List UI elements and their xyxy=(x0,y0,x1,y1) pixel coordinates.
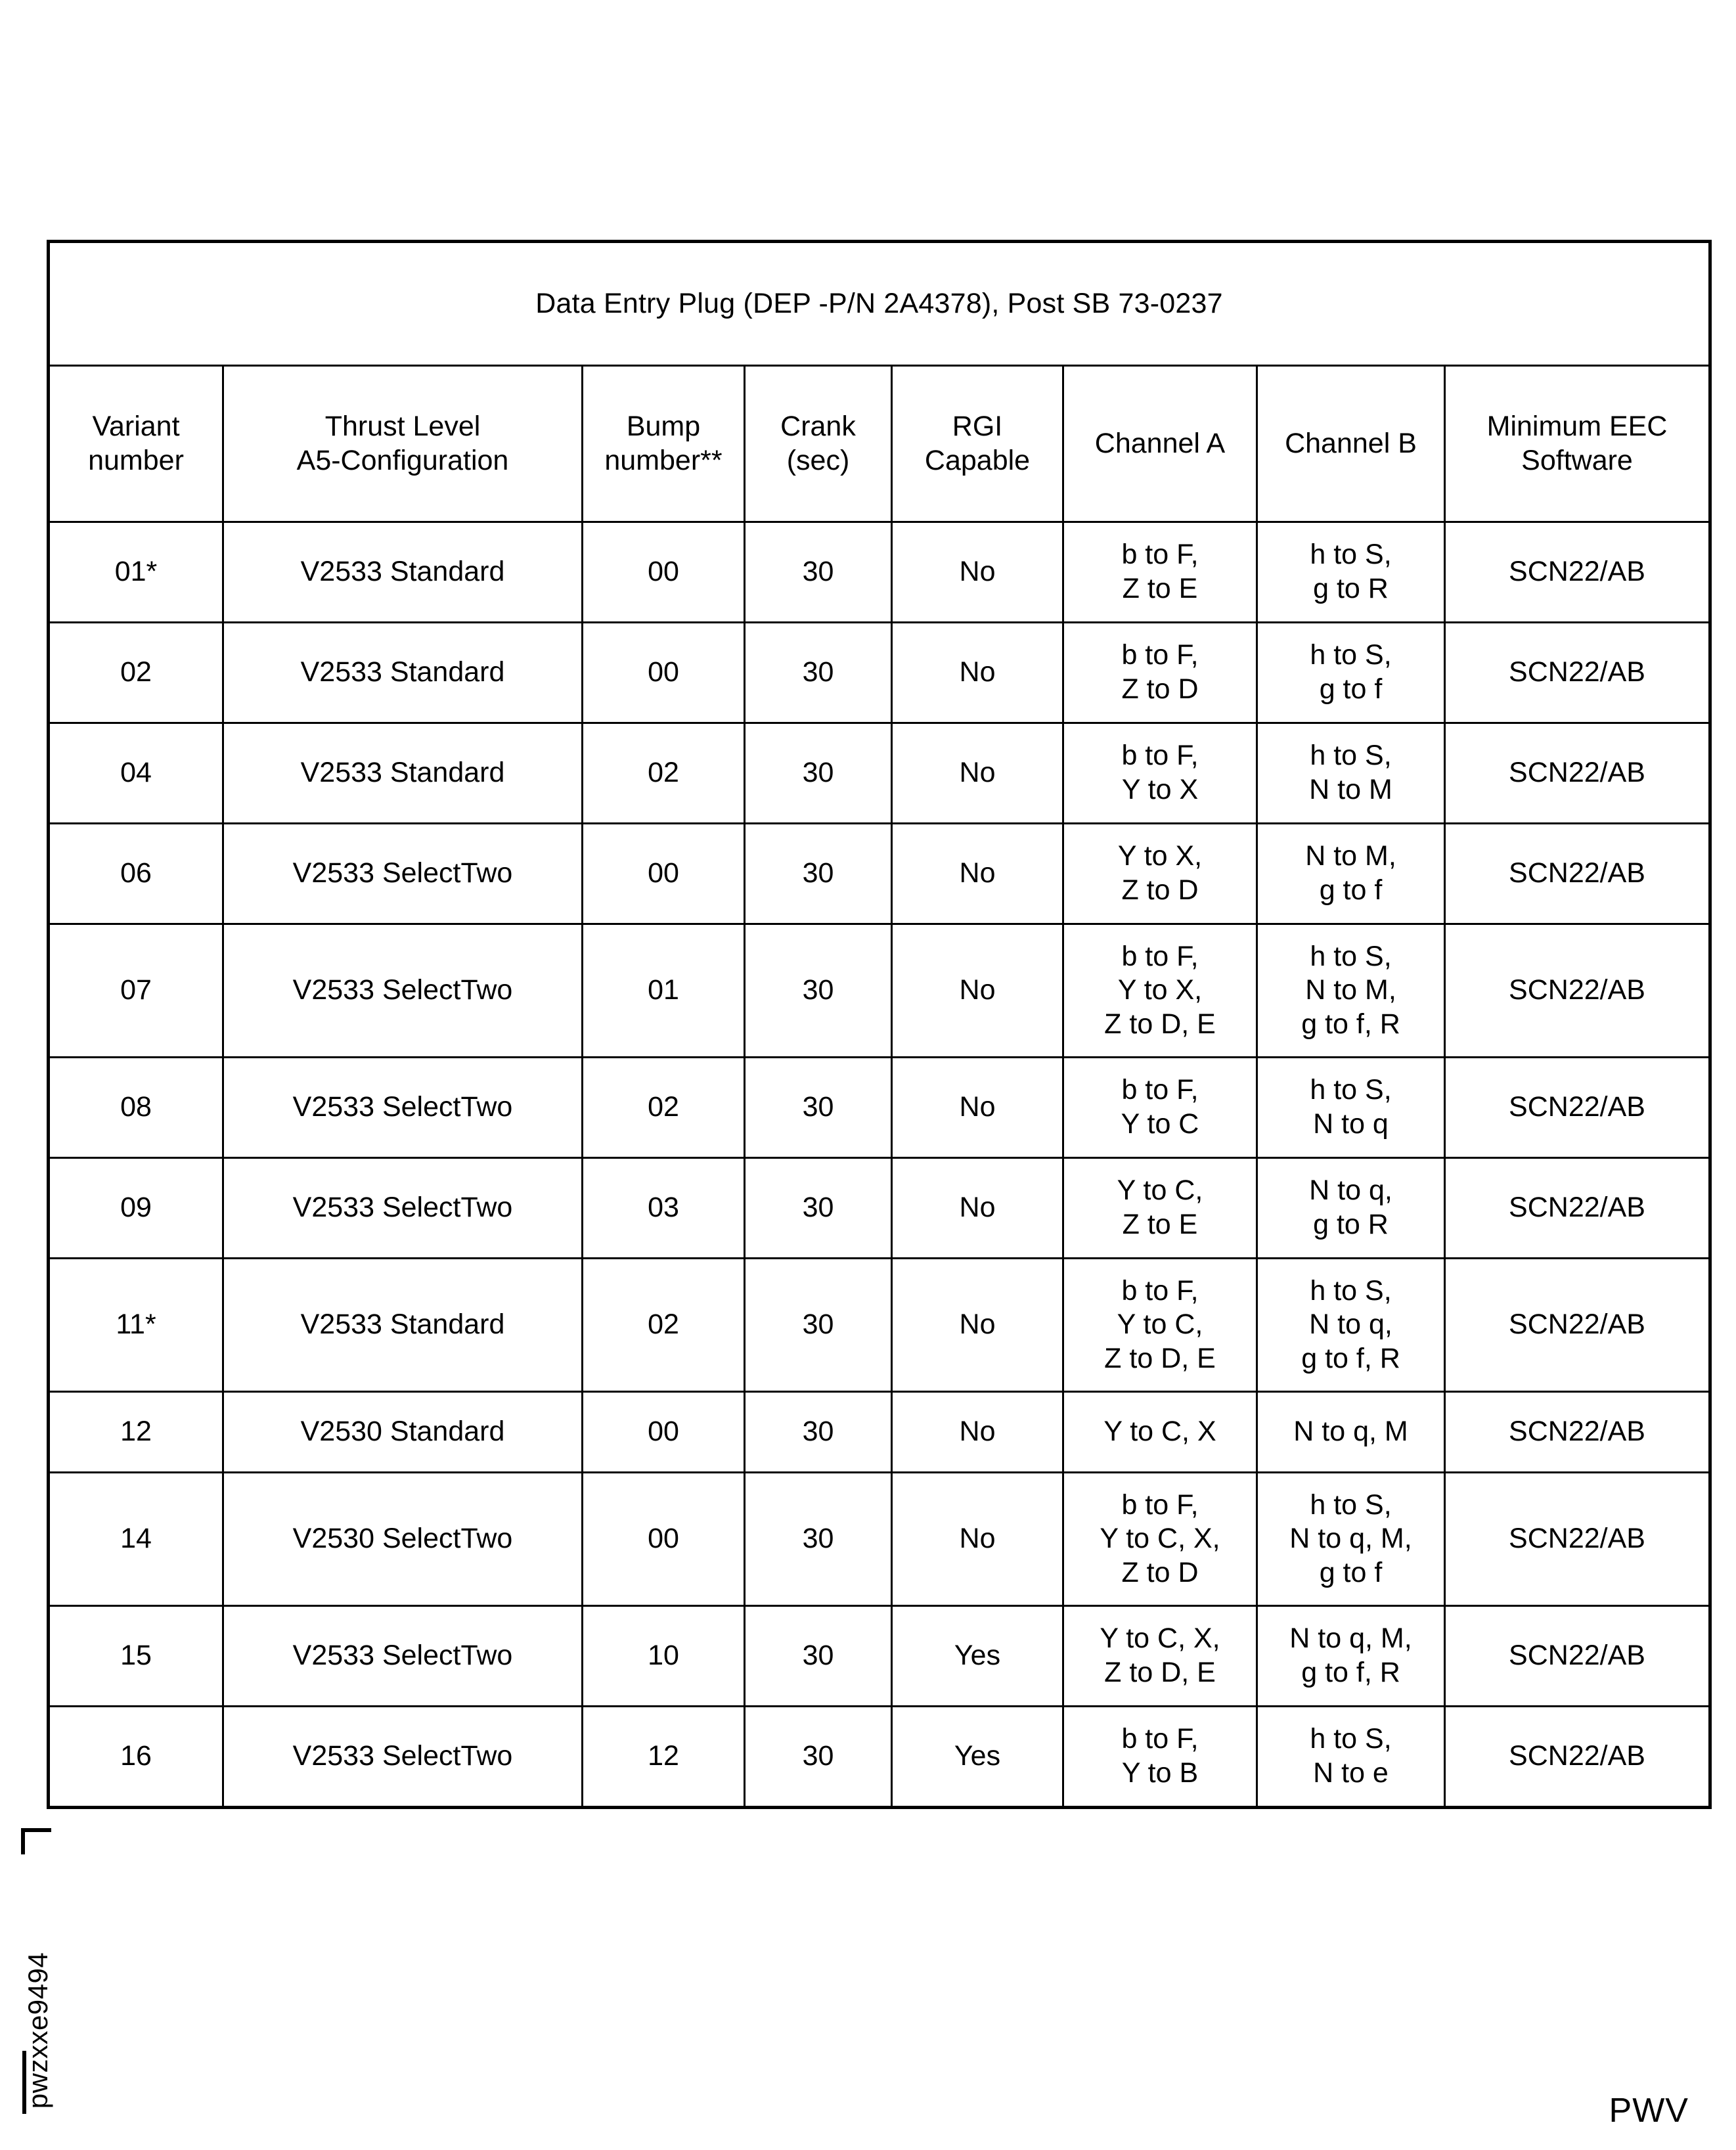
cell-channel-a-line: Z to D xyxy=(1121,874,1199,906)
dep-variant-table xyxy=(47,240,1712,1809)
column-header-line: Minimum EEC xyxy=(1486,410,1668,442)
table-body xyxy=(49,242,1710,1808)
cell-channel-a-line: b to F, xyxy=(1121,639,1199,671)
cell-channel-b-line: g to R xyxy=(1313,1209,1389,1240)
cell-channel-a-line: Y to X, xyxy=(1117,840,1203,872)
cell-minimum-eec-software: SCN22/AB xyxy=(1445,924,1710,1058)
cell-channel-b xyxy=(1257,824,1445,924)
cell-channel-a-line: Y to C, xyxy=(1117,1175,1203,1207)
cell-minimum-eec-software: SCN22/AB xyxy=(1445,1158,1710,1259)
cell-channel-a-line: Y to B xyxy=(1121,1757,1199,1789)
cell-channel-a xyxy=(1063,1158,1257,1259)
column-header-line: Thrust Level xyxy=(324,410,481,442)
cell-channel-a xyxy=(1063,1058,1257,1158)
cell-crank-seconds: 30 xyxy=(745,723,892,824)
cell-rgi-capable: No xyxy=(892,1058,1063,1158)
column-header-line: Bump xyxy=(626,410,701,442)
cell-channel-a-line: Z to E xyxy=(1122,1209,1198,1240)
column-header-line: Channel A xyxy=(1094,427,1226,459)
table-row xyxy=(49,1606,1710,1707)
table-row xyxy=(49,1158,1710,1259)
cell-bump-number: 02 xyxy=(583,1058,745,1158)
cell-channel-a-line: Y to C, X, xyxy=(1100,1623,1220,1655)
cell-thrust-level: V2533 Standard xyxy=(223,723,583,824)
cell-channel-a-line: b to F, xyxy=(1121,740,1199,772)
cell-rgi-capable: Yes xyxy=(892,1606,1063,1707)
cell-minimum-eec-software: SCN22/AB xyxy=(1445,723,1710,824)
cell-channel-a-line: Z to D, E xyxy=(1104,1657,1216,1688)
column-header xyxy=(1445,366,1710,522)
cell-thrust-level: V2533 SelectTwo xyxy=(223,924,583,1058)
cell-variant-number: 14 xyxy=(49,1473,223,1606)
column-header xyxy=(892,366,1063,522)
cell-channel-b-line: h to S, xyxy=(1310,1489,1392,1521)
cell-channel-b xyxy=(1257,723,1445,824)
table-row xyxy=(49,1259,1710,1392)
cell-channel-a-line: Z to D xyxy=(1121,673,1199,705)
cell-channel-a-line: Y to C, X xyxy=(1103,1416,1216,1448)
cell-crank-seconds: 30 xyxy=(745,1392,892,1473)
column-header-line: Capable xyxy=(924,444,1031,476)
cell-channel-a xyxy=(1063,522,1257,623)
cell-minimum-eec-software: SCN22/AB xyxy=(1445,1259,1710,1392)
cell-channel-b-line: g to R xyxy=(1313,573,1389,604)
column-header-line: number** xyxy=(604,444,723,476)
table-row xyxy=(49,522,1710,623)
cell-thrust-level: V2533 SelectTwo xyxy=(223,1707,583,1808)
cell-channel-b-line: g to f, R xyxy=(1301,1657,1400,1688)
cell-minimum-eec-software: SCN22/AB xyxy=(1445,623,1710,723)
cell-rgi-capable: Yes xyxy=(892,1707,1063,1808)
column-header-line: number xyxy=(88,444,184,476)
cell-bump-number: 00 xyxy=(583,522,745,623)
cell-channel-a-line: b to F, xyxy=(1121,1074,1199,1106)
cell-thrust-level: V2533 Standard xyxy=(223,522,583,623)
cell-channel-b-line: h to S, xyxy=(1310,1274,1392,1307)
cell-channel-a-line: b to F, xyxy=(1121,1489,1199,1521)
cell-variant-number: 11* xyxy=(49,1259,223,1392)
cell-rgi-capable: No xyxy=(892,1473,1063,1606)
cell-channel-a-line: Z to D xyxy=(1121,1556,1199,1588)
cell-channel-a-line: Y to X, xyxy=(1117,974,1203,1006)
cell-channel-a xyxy=(1063,1707,1257,1808)
cell-variant-number: 06 xyxy=(49,824,223,924)
cell-channel-a-line: b to F, xyxy=(1121,539,1199,571)
cell-channel-a-line: Z to E xyxy=(1122,573,1198,604)
cell-channel-b-line: g to f xyxy=(1319,1556,1383,1588)
cell-channel-a-line: Y to X xyxy=(1121,774,1199,805)
cell-channel-b xyxy=(1257,1158,1445,1259)
column-header-line: Channel B xyxy=(1285,427,1417,459)
cell-channel-a-line: b to F, xyxy=(1121,1274,1199,1307)
cell-minimum-eec-software: SCN22/AB xyxy=(1445,1606,1710,1707)
cell-channel-b-line: N to M xyxy=(1309,774,1392,805)
table-row xyxy=(49,623,1710,723)
cell-channel-b xyxy=(1257,623,1445,723)
cell-channel-b-line: g to f xyxy=(1319,874,1383,906)
cell-rgi-capable: No xyxy=(892,522,1063,623)
cell-channel-b-line: N to q, xyxy=(1309,1309,1392,1341)
cell-thrust-level: V2533 Standard xyxy=(223,1259,583,1392)
cell-channel-b xyxy=(1257,1707,1445,1808)
cell-channel-b-line: N to M, xyxy=(1305,974,1396,1006)
cell-thrust-level: V2533 Standard xyxy=(223,623,583,723)
cell-bump-number: 02 xyxy=(583,723,745,824)
cell-crank-seconds: 30 xyxy=(745,522,892,623)
table-row xyxy=(49,1058,1710,1158)
cell-channel-b-line: N to q, M xyxy=(1293,1416,1408,1448)
side-watermark-text: pwzxxe9494 xyxy=(22,1952,53,2109)
column-header xyxy=(1063,366,1257,522)
cell-minimum-eec-software: SCN22/AB xyxy=(1445,1473,1710,1606)
cell-channel-a-line: Z to D, E xyxy=(1104,1008,1216,1040)
column-header-line: (sec) xyxy=(786,444,850,476)
table-row xyxy=(49,723,1710,824)
column-header-line: RGI xyxy=(952,410,1003,442)
cell-channel-b xyxy=(1257,1058,1445,1158)
table-row xyxy=(49,1473,1710,1606)
table-title-row xyxy=(49,242,1710,366)
table-row xyxy=(49,824,1710,924)
cell-channel-b xyxy=(1257,924,1445,1058)
column-header xyxy=(49,366,223,522)
column-header xyxy=(745,366,892,522)
column-header-line: A5-Configuration xyxy=(296,444,509,476)
cell-channel-b xyxy=(1257,1473,1445,1606)
cell-channel-a-line: Y to C, X, xyxy=(1100,1523,1220,1555)
table-row xyxy=(49,1707,1710,1808)
cell-bump-number: 00 xyxy=(583,1392,745,1473)
cell-bump-number: 01 xyxy=(583,924,745,1058)
cell-channel-a-line: Z to D, E xyxy=(1104,1342,1216,1374)
cell-channel-b xyxy=(1257,522,1445,623)
column-header xyxy=(223,366,583,522)
cell-rgi-capable: No xyxy=(892,1259,1063,1392)
dep-variant-table-container xyxy=(47,240,1708,1809)
corner-brand-mark: PWV xyxy=(1609,2092,1689,2130)
cell-channel-a xyxy=(1063,824,1257,924)
cell-bump-number: 00 xyxy=(583,1473,745,1606)
cell-channel-b-line: h to S, xyxy=(1310,1723,1392,1755)
cell-channel-b xyxy=(1257,1606,1445,1707)
cell-bump-number: 10 xyxy=(583,1606,745,1707)
cell-channel-b-line: g to f, R xyxy=(1301,1008,1400,1040)
cell-rgi-capable: No xyxy=(892,924,1063,1058)
cell-crank-seconds: 30 xyxy=(745,1707,892,1808)
cell-bump-number: 02 xyxy=(583,1259,745,1392)
cell-variant-number: 16 xyxy=(49,1707,223,1808)
side-watermark xyxy=(18,1921,58,2138)
cell-thrust-level: V2533 SelectTwo xyxy=(223,1606,583,1707)
cell-crank-seconds: 30 xyxy=(745,1259,892,1392)
cell-bump-number: 03 xyxy=(583,1158,745,1259)
cell-channel-b-line: h to S, xyxy=(1310,539,1392,571)
cell-channel-a xyxy=(1063,924,1257,1058)
cell-channel-b-line: h to S, xyxy=(1310,940,1392,972)
cell-channel-a-line: b to F, xyxy=(1121,1723,1199,1755)
column-header xyxy=(1257,366,1445,522)
cell-variant-number: 04 xyxy=(49,723,223,824)
cell-variant-number: 01* xyxy=(49,522,223,623)
column-header-line: Variant xyxy=(92,410,180,442)
cell-channel-b-line: N to e xyxy=(1313,1757,1389,1789)
cell-rgi-capable: No xyxy=(892,623,1063,723)
cell-channel-b-line: h to S, xyxy=(1310,1074,1392,1106)
cell-channel-a-line: Y to C xyxy=(1121,1108,1199,1140)
cell-channel-b xyxy=(1257,1392,1445,1473)
cell-variant-number: 02 xyxy=(49,623,223,723)
cell-crank-seconds: 30 xyxy=(745,824,892,924)
cell-thrust-level: V2530 SelectTwo xyxy=(223,1473,583,1606)
cell-thrust-level: V2533 SelectTwo xyxy=(223,824,583,924)
cell-channel-b-line: N to q, xyxy=(1309,1175,1392,1207)
cell-minimum-eec-software: SCN22/AB xyxy=(1445,1707,1710,1808)
cell-variant-number: 08 xyxy=(49,1058,223,1158)
cell-minimum-eec-software: SCN22/AB xyxy=(1445,1058,1710,1158)
cell-variant-number: 12 xyxy=(49,1392,223,1473)
cell-thrust-level: V2533 SelectTwo xyxy=(223,1158,583,1259)
cell-minimum-eec-software: SCN22/AB xyxy=(1445,1392,1710,1473)
cell-channel-b-line: N to q, M, xyxy=(1289,1623,1412,1655)
table-row xyxy=(49,924,1710,1058)
cell-bump-number: 00 xyxy=(583,623,745,723)
cell-channel-a xyxy=(1063,723,1257,824)
cell-minimum-eec-software: SCN22/AB xyxy=(1445,824,1710,924)
column-header-line: Software xyxy=(1521,444,1633,476)
cell-bump-number: 12 xyxy=(583,1707,745,1808)
cell-thrust-level: V2530 Standard xyxy=(223,1392,583,1473)
cell-crank-seconds: 30 xyxy=(745,924,892,1058)
column-header xyxy=(583,366,745,522)
cell-crank-seconds: 30 xyxy=(745,1158,892,1259)
cell-thrust-level: V2533 SelectTwo xyxy=(223,1058,583,1158)
cell-channel-a xyxy=(1063,1392,1257,1473)
cell-crank-seconds: 30 xyxy=(745,1473,892,1606)
cell-channel-a xyxy=(1063,1259,1257,1392)
cell-rgi-capable: No xyxy=(892,824,1063,924)
cell-variant-number: 15 xyxy=(49,1606,223,1707)
cell-channel-a xyxy=(1063,1473,1257,1606)
cell-rgi-capable: No xyxy=(892,1392,1063,1473)
cell-crank-seconds: 30 xyxy=(745,1606,892,1707)
crop-corner-bracket-icon xyxy=(21,1828,51,1854)
cell-minimum-eec-software: SCN22/AB xyxy=(1445,522,1710,623)
cell-crank-seconds: 30 xyxy=(745,1058,892,1158)
cell-channel-b-line: N to q, M, xyxy=(1289,1523,1412,1555)
cell-rgi-capable: No xyxy=(892,723,1063,824)
cell-channel-b xyxy=(1257,1259,1445,1392)
cell-channel-a-line: b to F, xyxy=(1121,940,1199,972)
cell-variant-number: 09 xyxy=(49,1158,223,1259)
cell-channel-b-line: g to f xyxy=(1319,673,1383,705)
table-title: Data Entry Plug (DEP -P/N 2A4378), Post SB 73-0237 xyxy=(49,242,1710,366)
cell-crank-seconds: 30 xyxy=(745,623,892,723)
table-row xyxy=(49,1392,1710,1473)
cell-channel-b-line: h to S, xyxy=(1310,639,1392,671)
cell-channel-b-line: N to q xyxy=(1313,1108,1389,1140)
cell-channel-b-line: N to M, xyxy=(1305,840,1396,872)
cell-variant-number: 07 xyxy=(49,924,223,1058)
cell-channel-b-line: h to S, xyxy=(1310,740,1392,772)
cell-rgi-capable: No xyxy=(892,1158,1063,1259)
cell-channel-a xyxy=(1063,1606,1257,1707)
cell-channel-b-line: g to f, R xyxy=(1301,1342,1400,1374)
cell-bump-number: 00 xyxy=(583,824,745,924)
cell-channel-a-line: Y to C, xyxy=(1117,1309,1203,1341)
cell-channel-a xyxy=(1063,623,1257,723)
column-header-line: Crank xyxy=(780,410,856,442)
table-header-row xyxy=(49,366,1710,522)
